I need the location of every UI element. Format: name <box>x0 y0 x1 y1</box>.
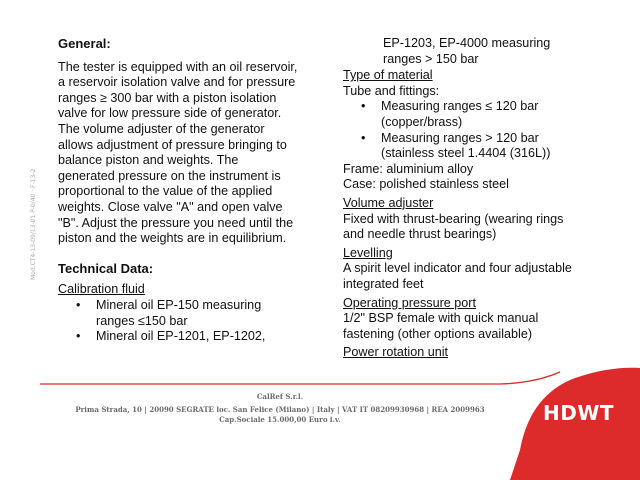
levelling-text: A spirit level indicator and four adjustable integrated feet <box>343 261 572 291</box>
technical-data-heading: Technical Data: <box>58 260 154 276</box>
general-heading: General: <box>58 36 111 51</box>
footer-company-name: CalRef S.r.l. <box>256 392 304 401</box>
brand-logo-text: HDWT <box>543 401 615 425</box>
levelling-title: Levelling <box>343 245 393 260</box>
list-item: • Measuring ranges ≤ 120 bar (copper/brass) <box>343 99 583 130</box>
footer-address: Prima Strada, 10 | 20090 SEGRATE loc. San Felice (Milano) | Italy | VAT IT 08209930968 | REA 2009963 <box>75 405 485 414</box>
general-paragraph: The tester is equipped with an oil reservoir, a reservoir isolation valve and for pressure ranges ≥ 300 bar with a piston isolation valve for low pressure side of generator. The volume adjuster of the generator allows adjustment of pressure bringing to balance piston and weights. The generated pressure on the instrument is proportional to the value of the applied weights. Close valve "A" and open valve "B". Adjust the pressure you need until the piston and the weights are in equilibrium. <box>58 59 298 246</box>
calibration-continued-text: EP-1203, EP-4000 measuring ranges > 150 bar <box>383 36 551 66</box>
calibration-fluid-title: Calibration fluid <box>58 282 145 297</box>
material-title: Type of material <box>343 68 433 83</box>
operating-port-text: 1/2" BSP female with quick manual fastening (other options available) <box>343 311 539 341</box>
volume-adjuster-title: Volume adjuster <box>343 195 434 210</box>
operating-port-title: Operating pressure port <box>343 295 477 310</box>
list-item: • Mineral oil EP-1201, EP-1202, <box>58 329 298 345</box>
list-item: • Measuring ranges > 120 bar (stainless steel 1.4404 (316L)) <box>343 131 583 162</box>
footer-red-line <box>40 372 560 384</box>
tube-fittings-label: Tube and fittings: <box>343 83 440 98</box>
side-document-code: Mod.CT4-13-09/13-01 P-0/40 · F-13-2 <box>30 168 37 280</box>
case-text: Case: polished stainless steel <box>343 177 509 192</box>
frame-text: Frame: aluminium alloy <box>343 161 474 176</box>
list-item: • Mineral oil EP-150 measuring ranges ≤150 bar <box>58 298 298 329</box>
footer-company-info <box>0 392 560 425</box>
volume-adjuster-text: Fixed with thrust-bearing (wearing rings and needle thrust bearings) <box>343 211 564 242</box>
footer-capital: Cap.Sociale 15.000,00 Euro i.v. <box>219 415 341 424</box>
power-rotation-title: Power rotation unit <box>343 345 449 360</box>
